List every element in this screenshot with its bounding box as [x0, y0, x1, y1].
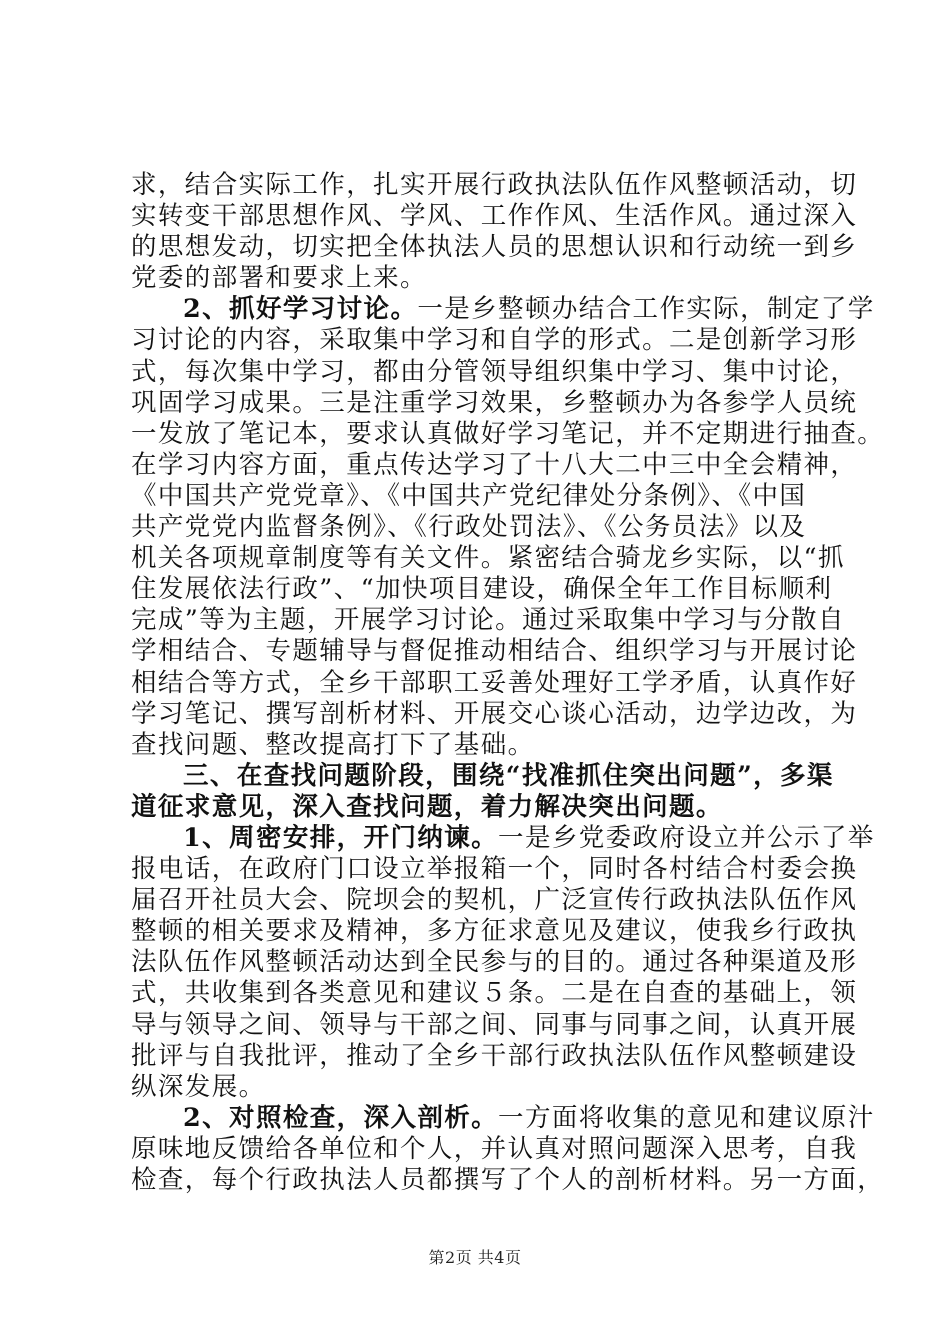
text-line: 报电话，在政府门口设立举报箱一个，同时各村结合村委会换: [131, 854, 858, 885]
text-line: 整顿的相关要求及精神，多方征求意见及建议，使我乡行政执: [131, 916, 858, 947]
text-line: 导与领导之间、领导与干部之间、同事与同事之间，认真开展: [131, 1009, 858, 1040]
paragraph-heading: 2、抓好学习讨论。: [183, 294, 418, 325]
text-line: 学习笔记、撰写剖析材料、开展交心谈心活动，边学边改，为: [131, 698, 858, 729]
text-line: 查找问题、整改提高打下了基础。: [131, 729, 535, 760]
text-run: 一是乡党委政府设立并公示了举: [498, 822, 875, 853]
paragraph-first-line: [131, 1102, 875, 1134]
paragraph-self-check: [131, 1102, 885, 1196]
text-line: 住发展依法行政”、“加快项目建设，确保全年工作目标顺利: [131, 574, 833, 605]
text-line: 学相结合、专题辅导与督促推动相结合、组织学习与开展讨论: [131, 636, 858, 667]
section-heading-line: 道征求意见，深入查找问题，着力解决突出问题。: [131, 791, 723, 822]
document-body: [131, 170, 885, 1196]
section-heading-3: [131, 760, 834, 823]
text-run: 一是乡整顿办结合工作实际，制定了学: [417, 294, 875, 325]
text-line: 党委的部署和要求上来。: [131, 263, 427, 294]
text-line: 习讨论的内容，采取集中学习和自学的形式。二是创新学习形: [131, 325, 858, 356]
text-line: 机关各项规章制度等有关文件。紧密结合骑龙乡实际，以“抓: [131, 543, 845, 574]
paragraph-first-line: [131, 294, 875, 325]
page-number-footer: 第2页 共4页: [428, 1248, 522, 1267]
text-line: 纵深发展。: [131, 1071, 266, 1102]
text-line: 法队伍作风整顿活动达到全民参与的目的。通过各种渠道及形: [131, 947, 858, 978]
text-line: 一发放了笔记本，要求认真做好学习笔记，并不定期进行抽查。: [131, 418, 885, 449]
text-line: 相结合等方式，全乡干部职工妥善处理好工学矛盾，认真作好: [131, 667, 858, 698]
text-line: 式，共收集到各类意见和建议５条。二是在自查的基础上，领: [131, 978, 858, 1009]
text-line: 在学习内容方面，重点传达学习了十八大二中三中全会精神，: [131, 449, 858, 480]
paragraph-open-door: [131, 822, 875, 1103]
text-line: 《中国共产党党章》、《中国共产党纪律处分条例》、《中国: [131, 480, 807, 511]
text-line: 原味地反馈给各单位和个人，并认真对照问题深入思考，自我: [131, 1133, 858, 1164]
paragraph-study-discussion: [131, 294, 885, 760]
text-line: 求，结合实际工作，扎实开展行政执法队伍作风整顿活动，切: [131, 170, 858, 200]
section-heading-line: 三、在查找问题阶段，围绕“找准抓住突出问题”，多渠: [183, 760, 834, 791]
text-line: 批评与自我批评，推动了全乡干部行政执法队伍作风整顿建设: [131, 1040, 858, 1071]
text-line: 检查，每个行政执法人员都撰写了个人的剖析材料。另一方面，: [131, 1165, 885, 1195]
text-line: 式，每次集中学习，都由分管领导组织集中学习、集中讨论，: [131, 356, 858, 387]
paragraph-1: [131, 170, 858, 294]
text-run: 一方面将收集的意见和建议原汁: [498, 1102, 875, 1133]
text-line: 届召开社员大会、院坝会的契机，广泛宣传行政执法队伍作风: [131, 885, 858, 916]
paragraph-heading: 2、对照检查，深入剖析。: [183, 1102, 499, 1133]
text-line: 完成”等为主题，开展学习讨论。通过采取集中学习与分散自: [131, 605, 845, 636]
paragraph-heading: 1、周密安排，开门纳谏。: [183, 822, 499, 853]
text-line: 实转变干部思想作风、学风、工作作风、生活作风。通过深入: [131, 201, 858, 232]
text-line: 巩固学习成果。三是注重学习效果，乡整顿办为各参学人员统: [131, 387, 858, 418]
text-line: 的思想发动，切实把全体执法人员的思想认识和行动统一到乡: [131, 232, 858, 263]
paragraph-first-line: [131, 822, 875, 854]
text-line: 共产党党内监督条例》、《行政处罚法》、《公务员法》以及: [131, 512, 807, 543]
